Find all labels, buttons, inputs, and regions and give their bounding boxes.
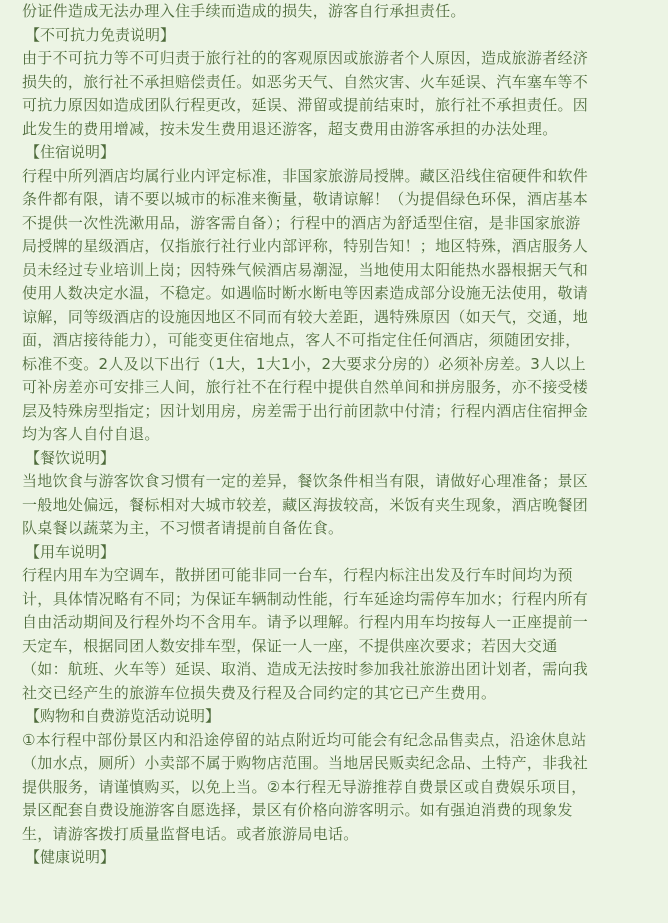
paragraph-line: 计，具体情况略有不同；为保证车辆制动性能，行车延途均需停车加水；行程内所有 [22, 589, 589, 608]
paragraph-line: 行程中所列酒店均属行业内评定标准，非国家旅游局授牌。藏区沿线住宿硬件和软件 [22, 166, 589, 185]
section-heading-shopping: 【购物和自费游览活动说明】 [25, 707, 221, 725]
paragraph-line: 员未经过专业培训上岗；因特殊气候酒店易潮湿，当地使用太阳能热水器根据天气和 [22, 260, 589, 279]
paragraph-line: 天定车，根据同团人数安排车型，保证一人一座，不提供座次要求；若因大交通 [22, 636, 558, 655]
paragraph-line: 谅解，同等级酒店的设施因地区不同而有较大差距，遇特殊原因（如天气，交通，地 [22, 307, 589, 326]
paragraph-line: 此发生的费用增减，按未发生费用退还游客，超支费用由游客承担的办法处理。 [22, 119, 558, 138]
paragraph-line: 可补房差亦可安排三人间，旅行社不在行程中提供自然单间和拼房服务，亦不接受楼 [22, 378, 589, 396]
paragraph-line: 队桌餐以蔬菜为主，不习惯者请提前自备佐食。 [22, 519, 344, 537]
paragraph-line: 社交已经产生的旅游车位损失费及行程及合同约定的其它已产生费用。 [22, 683, 497, 702]
paragraph-line: 景区配套自费设施游客自愿选择，景区有价格向游客明示。如有强迫消费的现象发 [22, 801, 573, 819]
paragraph-line: 面，酒店接待能力），可能变更住宿地点，客人不可指定住任何酒店，须随团安排， [22, 331, 581, 349]
paragraph-line: 均为客人自付自退。 [22, 425, 160, 443]
paragraph-line: 标准不变。2人及以下出行（1大，1大1小，2大要求分房的）必须补房差。3人以上 [22, 354, 586, 373]
section-heading-force-majeure: 【不可抗力免责说明】 [25, 25, 176, 44]
paragraph-line: （加水点，厕所）小卖部不属于购物店范围。当地居民贩卖纪念品、土特产，非我社 [22, 754, 589, 772]
paragraph-line: 可抗力原因如造成团队行程更改，延误、滞留或提前结束时，旅行社不承担责任。因 [22, 96, 589, 114]
paragraph-line: 使用人数决定水温，不稳定。如遇临时断水断电等因素造成部分设施无法使用，敬请 [22, 284, 589, 302]
paragraph-line: 行程内用车为空调车，散拼团可能非同一台车，行程内标注出发及行车时间均为预 [22, 566, 573, 584]
section-heading-health: 【健康说明】 [25, 848, 116, 866]
paragraph-line: 层及特殊房型指定；因计划用房，房差需于出行前团款中付清；行程内酒店住宿押金 [22, 401, 589, 420]
paragraph-line: 当地饮食与游客饮食习惯有一定的差异，餐饮条件相当有限，请做好心理准备；景区 [22, 472, 589, 490]
section-heading-accommodation: 【住宿说明】 [25, 143, 116, 161]
paragraph-line: （如：航班、火车等）延误、取消、造成无法按时参加我社旅游出团计划者，需向我 [22, 660, 589, 678]
paragraph-line: ①本行程中部份景区内和沿途停留的站点附近均可能会有纪念品售卖点，沿途休息站 [22, 730, 587, 749]
paragraph-line: 不提供一次性洗漱用品，游客需自备）；行程中的酒店为舒适型住宿，是非国家旅游 [22, 213, 581, 232]
paragraph-line: 由于不可抗力等不可归责于旅行社的的客观原因或旅游者个人原因，造成旅游者经济 [22, 49, 589, 67]
paragraph-line: 生，请游客拨打质量监督电话。或者旅游局电话。 [22, 824, 359, 843]
paragraph-line: 自由活动期间及行程外均不含用车。请予以理解。行程内用车均按每人一正座提前一 [22, 613, 589, 631]
paragraph-line: 份证件造成无法办理入住手续而造成的损失，游客自行承担责任。 [22, 2, 466, 20]
paragraph-line: 局授牌的星级酒店，仅指旅行社行业内部评称，特别告知！；地区特殊，酒店服务人 [22, 237, 589, 255]
paragraph-line: 一般地处偏远，餐标相对大城市较差，藏区海拔较高，米饭有夹生现象，酒店晚餐团 [22, 495, 589, 514]
paragraph-line: 条件都有限，请不要以城市的标准来衡量，敬请谅解！（为提倡绿色环保，酒店基本 [22, 190, 589, 208]
section-heading-vehicle: 【用车说明】 [25, 542, 116, 561]
paragraph-line: 损失的，旅行社不承担赔偿责任。如恶劣天气、自然灾害、火车延误、汽车塞车等不 [22, 72, 589, 91]
section-heading-dining: 【餐饮说明】 [25, 448, 116, 467]
paragraph-line: 提供服务，请谨慎购买，以免上当。②本行程无导游推荐自费景区或自费娱乐项目， [22, 777, 587, 796]
